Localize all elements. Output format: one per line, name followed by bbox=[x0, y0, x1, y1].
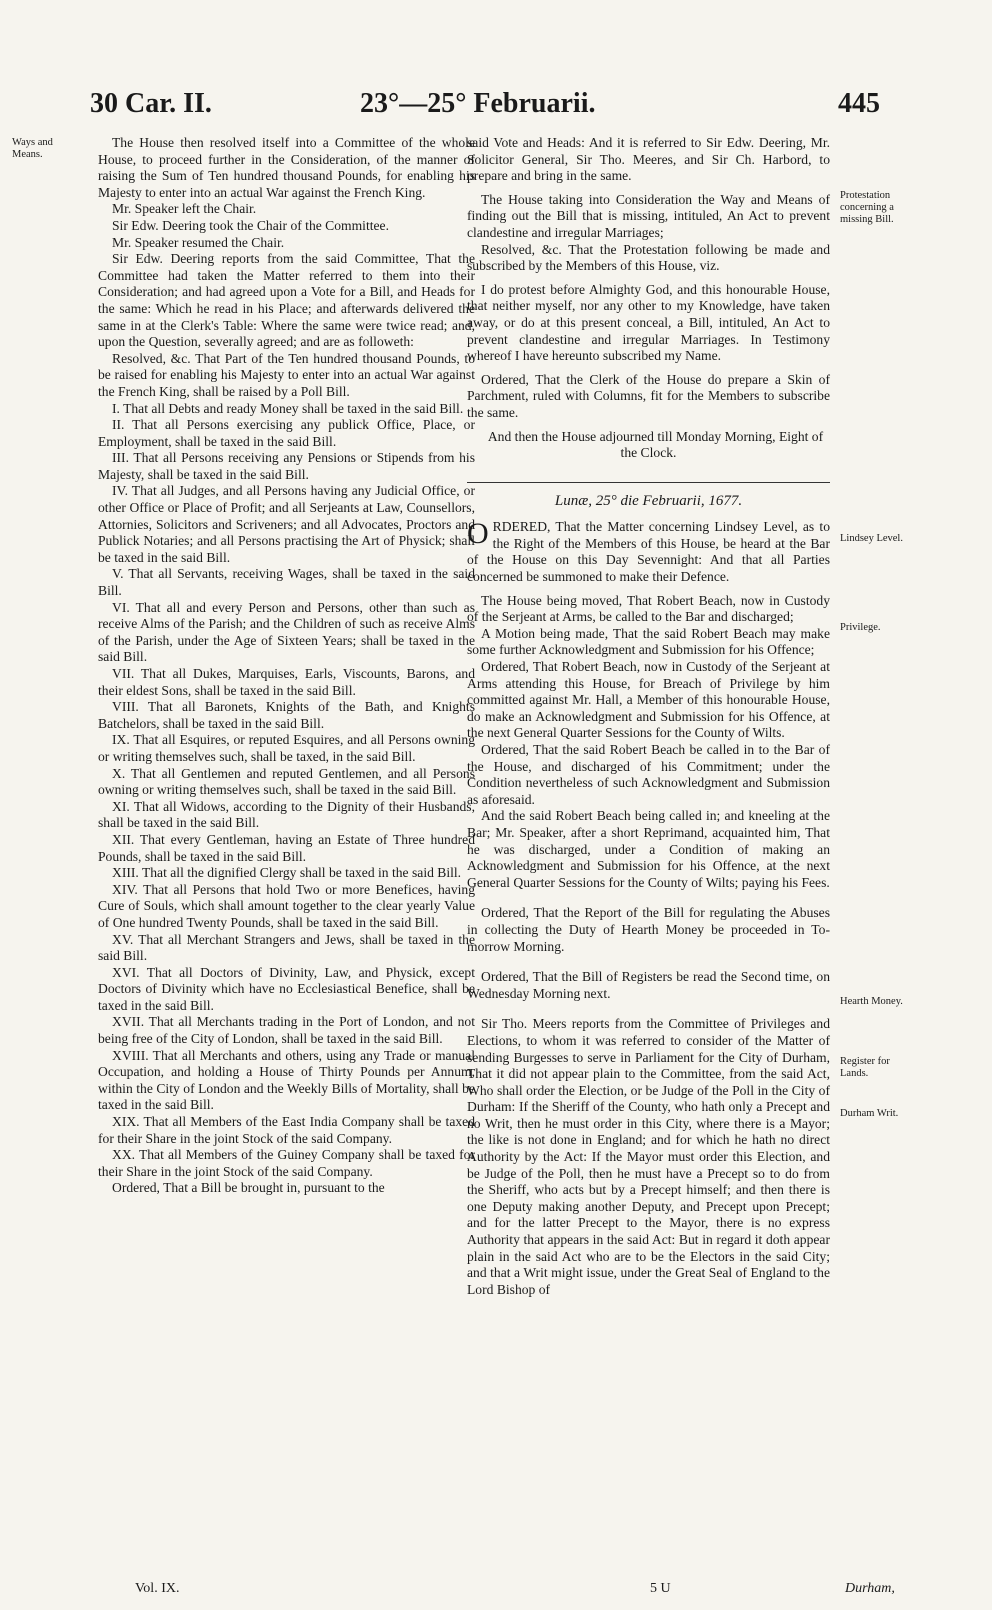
paragraph: Sir Tho. Meers reports from the Committee of Privileges and Elections, to whom it was referred to consider of the Matter of sending Burgesses to serve in Parliament for the City of Durham, That it did not appear plain to the Committee, from the said Act, Who shall order the Election, or be Judge of the Poll in the City of Durham: If the Sheriff of the County, who hath only a Precept and no Writ, then he must order in this City, where there is a Mayor; the like is not done in England; and for which he hath no direct Authority by the Act: If the Mayor must order this Election, and be Judge of the Poll, then he must have a Precept so to do from the Sheriff, who acts but by a Precept himself; and then there is one Deputy making another Deputy, and Precept upon Precept; and for the latter Precept to the Mayor, there is no express Authority that appears in the said Act: But in regard it doth appear plain in the said Act who are to be the Electors in the said City; and that a Writ might issue, under the Great Seal of England to the Lord Bishop of bbox=[467, 1016, 830, 1297]
paragraph: XVIII. That all Merchants and others, using any Trade or manual Occupation, and holding a House of Thirty Pounds per Annum, within the City of London and the Weekly Bills of Mortality, shall be taxed in the said Bill. bbox=[98, 1047, 475, 1113]
paragraph: XII. That every Gentleman, having an Estate of Three hundred Pounds, shall be taxed in the said Bill. bbox=[98, 831, 475, 864]
paragraph: Ordered, That the Bill of Registers be read the Second time, on Wednesday Morning next. bbox=[467, 969, 830, 1001]
paragraph: And the said Robert Beach being called in; and kneeling at the Bar; Mr. Speaker, after a short Reprimand, acquainted him, That he was discharged, under a Condition of making an Acknowledgment and Submission for his Offence, at the next General Quarter Sessions for the County of Wilts; paying his Fees. bbox=[467, 808, 830, 890]
paragraph: VIII. That all Baronets, Knights of the Bath, and Knights Batchelors, shall be taxed in the said Bill. bbox=[98, 699, 475, 731]
paragraph: VII. That all Dukes, Marquises, Earls, Viscounts, Barons, and their eldest Sons, shall be taxed in the said Bill. bbox=[98, 666, 475, 698]
paragraph: II. That all Persons exercising any publick Office, Place, or Employment, shall be taxed in the said Bill. bbox=[98, 417, 475, 449]
paragraph: Ordered, That a Bill be brought in, pursuant to the bbox=[112, 1180, 385, 1196]
paragraph: XVI. That all Doctors of Divinity, Law, and Physick, except Doctors of Divinity which have no Ecclesiastical Benefice, shall be taxed in the said Bill. bbox=[98, 964, 475, 1013]
paragraph: The House being moved, That Robert Beach, now in Custody of the Serjeant at Arms, be called to the Bar and discharged; bbox=[467, 592, 830, 625]
paragraph: XIX. That all Members of the East India Company shall be taxed for their Share in the joint Stock of the said Company. bbox=[98, 1114, 475, 1146]
paragraph: VI. That all and every Person and Persons, other than such as receive Alms of the Parish; and the Children of such as receive Alms of the Parish, under the Age of Sixteen Years; shall be taxed in the said Bill. bbox=[98, 599, 475, 665]
paragraph-text: RDERED, That the Matter concerning Lindsey Level, as to the Right of the Members of this House, be heard at the Bar of the House on this Day Sevennight: And that all Parties concerned be summoned to make their Defence. bbox=[467, 519, 830, 585]
paragraph: Sir Edw. Deering took the Chair of the Committee. bbox=[112, 217, 389, 233]
paragraph: XIV. That all Persons that hold Two or more Benefices, having Cure of Souls, which shall amount together to the clear yearly Value of One hundred Twenty Pounds, shall be taxed in the said Bill. bbox=[98, 881, 475, 930]
paragraph: Resolved, &c. That Part of the Ten hundred thousand Pounds, to be raised for enabling his Majesty to enter into an actual War against the French King, shall be raised by a Poll Bill. bbox=[98, 350, 475, 399]
margin-note-protestation: Protestation concerning a missing Bill. bbox=[840, 190, 894, 225]
paragraph: IX. That all Esquires, or reputed Esquires, and all Persons owning or writing themselves such, shall be taxed, in the said Bill. bbox=[98, 732, 475, 764]
header-reign: 30 Car. II. bbox=[90, 88, 212, 119]
adjournment: And then the House adjourned till Monday Morning, Eight of the Clock. bbox=[487, 428, 824, 461]
sitting-date: Lunæ, 25° die Februarii, 1677. bbox=[554, 492, 743, 509]
margin-note-lindsey: Lindsey Level. bbox=[840, 533, 903, 544]
right-column bbox=[467, 135, 830, 1298]
paragraph: XV. That all Merchant Strangers and Jews, shall be taxed in the said Bill. bbox=[98, 931, 475, 964]
drop-cap: O bbox=[467, 517, 489, 551]
margin-note-privilege: Privilege. bbox=[840, 622, 881, 633]
header-dates: 23°—25° Februarii. bbox=[360, 88, 596, 119]
paragraph: Mr. Speaker left the Chair. bbox=[112, 201, 257, 217]
paragraph: I. That all Debts and ready Money shall be taxed in the said Bill. bbox=[112, 400, 464, 416]
protestation-text: I do protest before Almighty God, and this honourable House, that neither myself, nor any other to my Knowledge, have taken away, or do at this present conceal, a Bill, intituled, An Act to prevent clandestine and irregular Marriages. In Testimony whereof I have hereunto subscribed my Name. bbox=[467, 281, 830, 364]
paragraph bbox=[467, 519, 830, 585]
paragraph: X. That all Gentlemen and reputed Gentlemen, and all Persons owning or writing themselves such, shall be taxed in the said Bill. bbox=[98, 765, 475, 798]
paragraph: Ordered, That the Clerk of the House do prepare a Skin of Parchment, ruled with Columns, fit for the Members to subscribe the same. bbox=[467, 371, 830, 420]
paragraph: The House taking into Consideration the Way and Means of finding out the Bill that is missing, intituled, An Act to prevent clandestine and irregular Marriages; bbox=[467, 191, 830, 240]
catchword: Durham, bbox=[845, 1581, 895, 1596]
paragraph: said Vote and Heads: And it is referred to Sir Edw. Deering, Mr. Solicitor General, Sir Tho. Meeres, and Sir Ch. Harbord, to prepare and bring in the same. bbox=[467, 135, 830, 184]
left-column bbox=[98, 135, 475, 1197]
margin-note-register: Register for Lands. bbox=[840, 1056, 890, 1079]
margin-note-ways-means: Ways and Means. bbox=[12, 137, 53, 160]
paragraph: Ordered, That Robert Beach, now in Custody of the Serjeant at Arms attending this House, for Breach of Privilege by him committed against Mr. Hall, a Member of this honourable House, do make an Acknowledgment and Submission for his Offence, at the next General Quarter Sessions for the County of Wilts. bbox=[467, 659, 830, 741]
paragraph: A Motion being made, That the said Robert Beach may make some further Acknowledgment and Submission for his Offence; bbox=[467, 625, 830, 658]
paragraph: XI. That all Widows, according to the Dignity of their Husbands, shall be taxed in the said Bill. bbox=[98, 798, 475, 831]
paragraph: III. That all Persons receiving any Pensions or Stipends from his Majesty, shall be taxed in the said Bill. bbox=[98, 450, 475, 482]
paragraph: XX. That all Members of the Guiney Company shall be taxed for their Share in the joint Stock of the said Company. bbox=[98, 1147, 475, 1179]
paragraph: Resolved, &c. That the Protestation following be made and subscribed by the Members of this House, viz. bbox=[467, 241, 830, 274]
paragraph: V. That all Servants, receiving Wages, shall be taxed in the said Bill. bbox=[98, 566, 475, 599]
paragraph: XVII. That all Merchants trading in the Port of London, and not being free of the City of London, shall be taxed in the said Bill. bbox=[98, 1014, 475, 1047]
paragraph: XIII. That all the dignified Clergy shall be taxed in the said Bill. bbox=[112, 865, 462, 881]
signature-mark: 5 U bbox=[650, 1581, 671, 1596]
margin-note-hearth: Hearth Money. bbox=[840, 996, 903, 1007]
paragraph: IV. That all Judges, and all Persons having any Judicial Office, or other Office or Place of Profit; and all Serjeants at Law, Counsellors, Attornies, Solicitors and Scriveners; and all Advocates, Proctors and Publick Notaries; and all Persons practising the Art of Physick; shall be taxed in the said Bill. bbox=[98, 483, 475, 565]
page-number: 445 bbox=[838, 88, 880, 119]
paragraph: Ordered, That the Report of the Bill for regulating the Abuses in collecting the Duty of Hearth Money be proceeded in To-morrow Morning. bbox=[467, 905, 830, 954]
paragraph: Ordered, That the said Robert Beach be called in to the Bar of the House, and discharged of his Commitment; under the Condition nevertheless of such Acknowledgment and Submission as aforesaid. bbox=[467, 742, 830, 807]
paragraph: Sir Edw. Deering reports from the said Committee, That the Committee had taken the Matter referred to them into their Consideration; and had agreed upon a Vote for a Bill, and Heads for the same: Which he read in his Place; and afterwards delivered the same in at the Clerk's Table: Where the same were twice read; and, upon the Question, severally agreed; and are as followeth: bbox=[98, 251, 475, 350]
margin-note-durham: Durham Writ. bbox=[840, 1108, 899, 1119]
paragraph: The House then resolved itself into a Committee of the whole House, to proceed further in the Consideration, of the manner of raising the Sum of Ten hundred thousand Pounds, for enabling his Majesty to enter into an actual War against the French King. bbox=[98, 135, 475, 200]
running-header bbox=[0, 88, 992, 128]
volume-label: Vol. IX. bbox=[135, 1581, 180, 1596]
section-divider bbox=[467, 482, 830, 483]
paragraph: Mr. Speaker resumed the Chair. bbox=[112, 234, 285, 250]
